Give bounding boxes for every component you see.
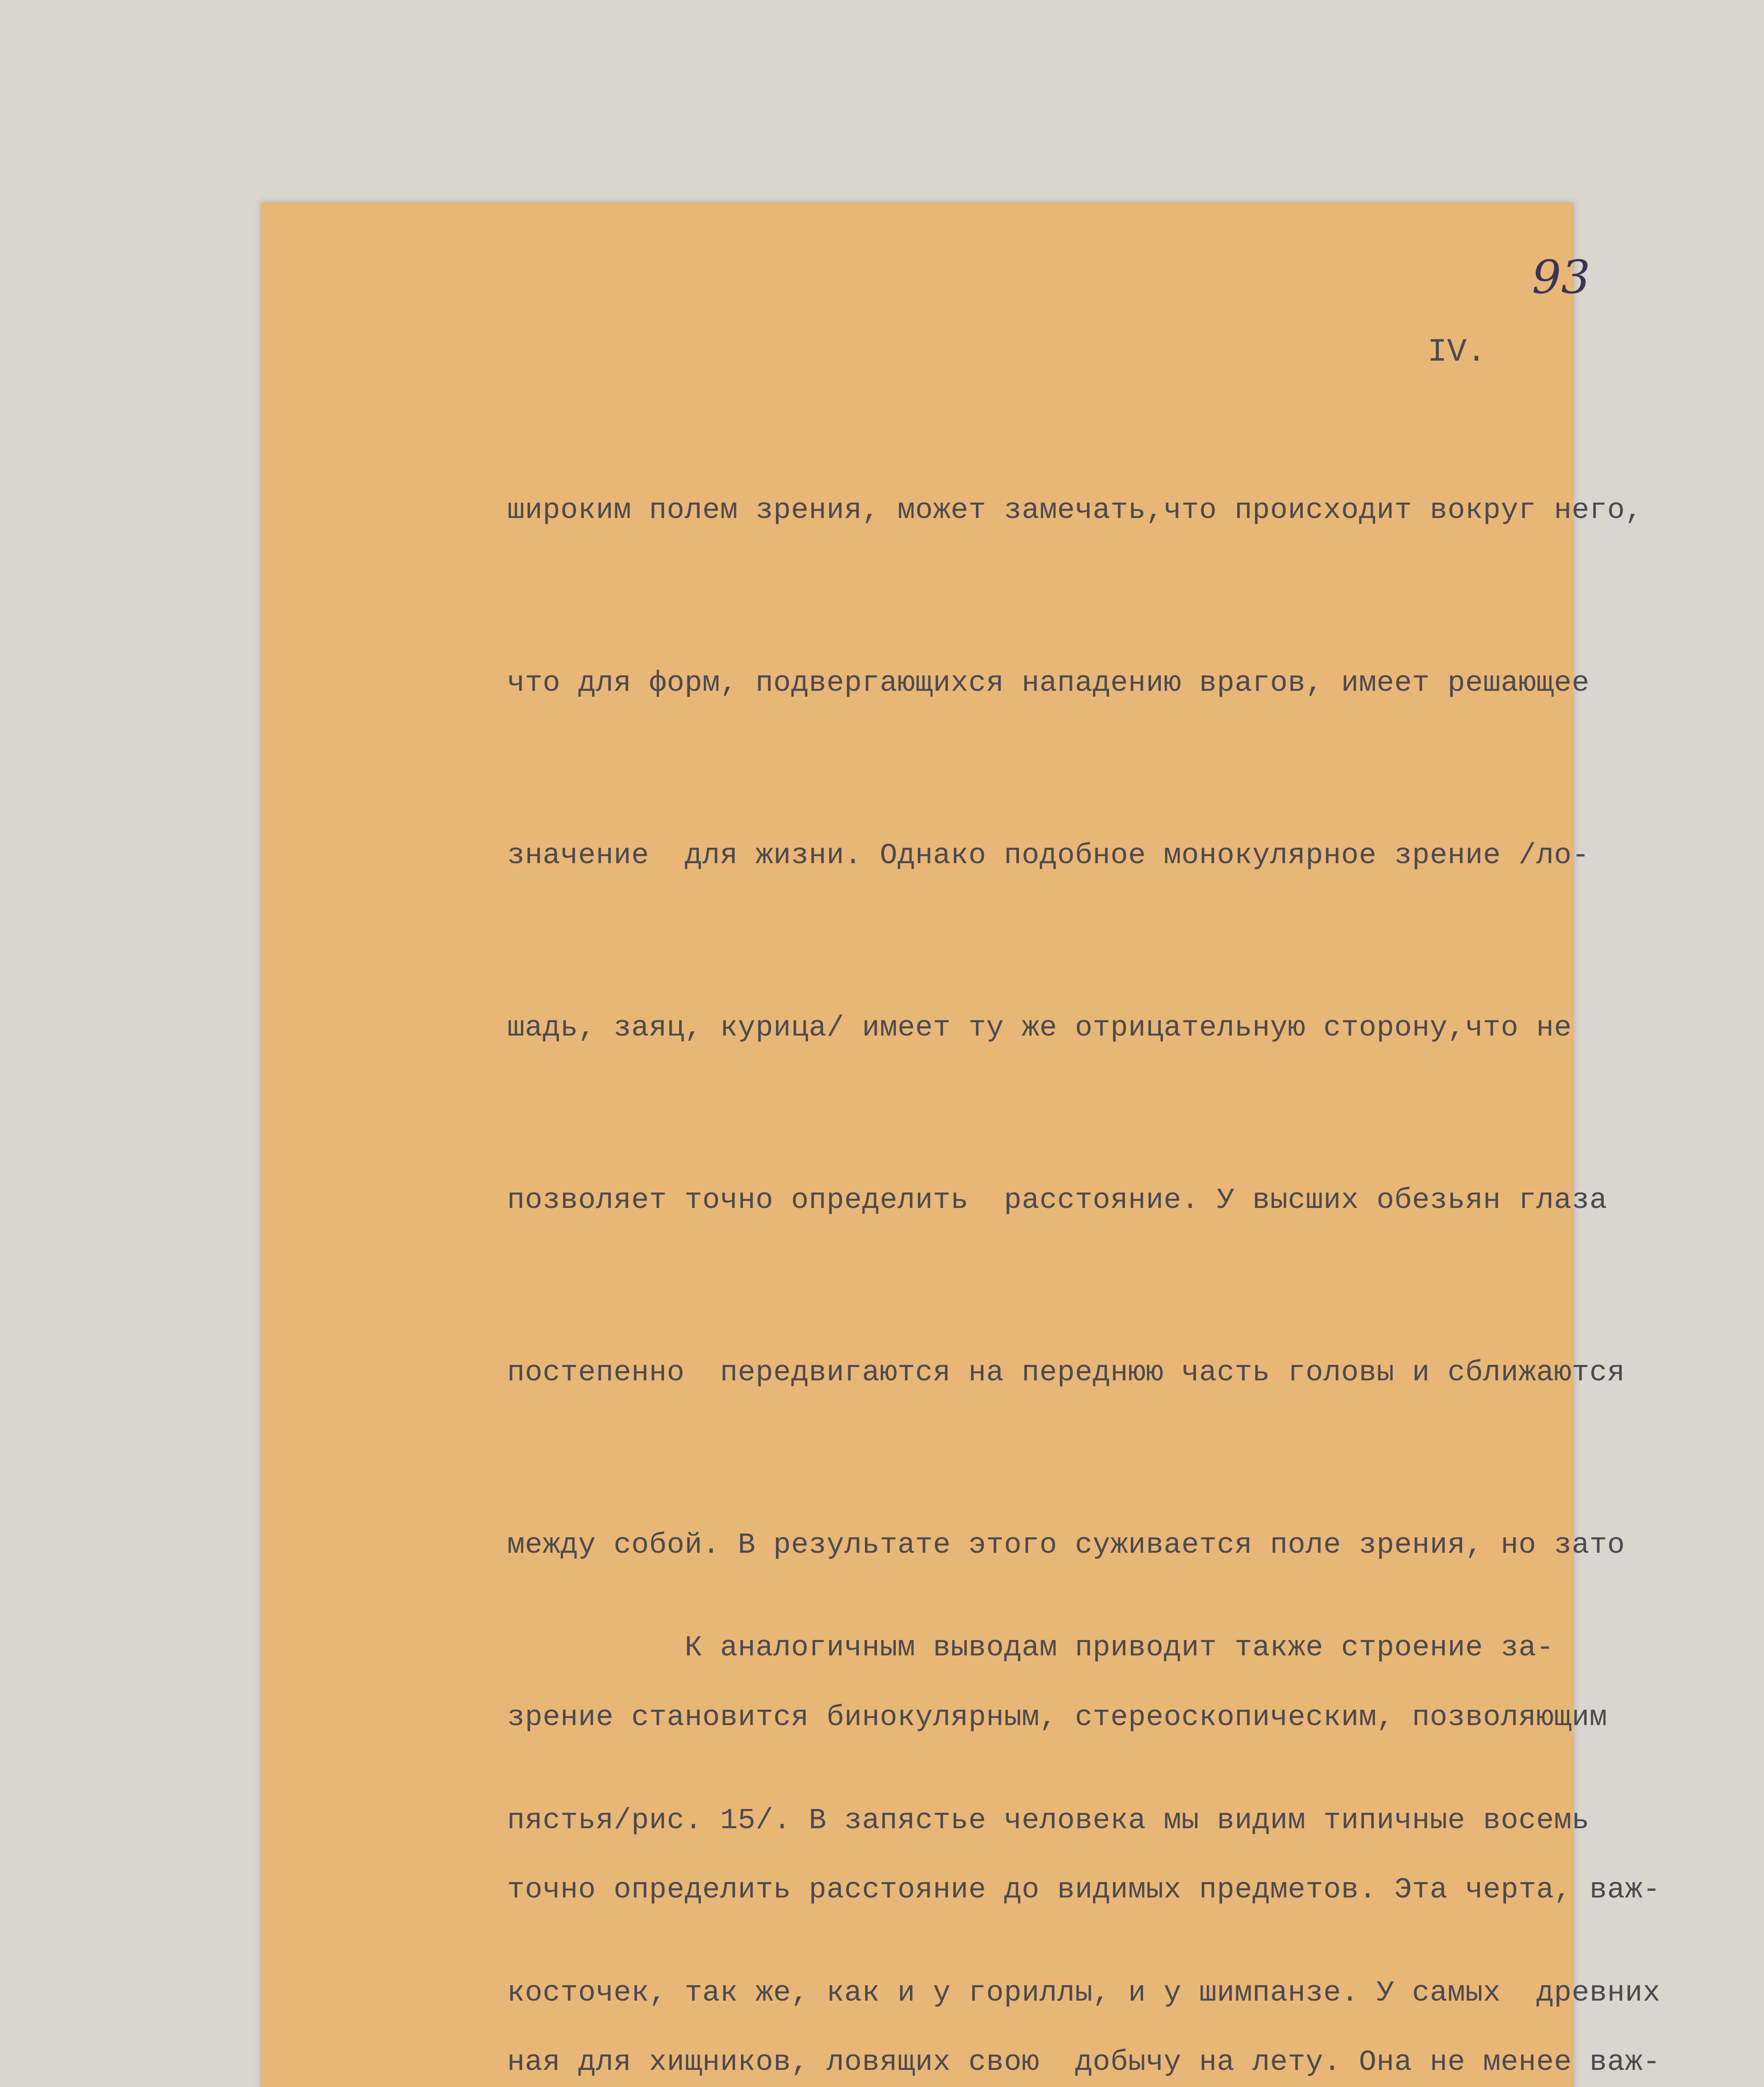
document-page (261, 202, 1660, 2087)
text-line: ная для хищников, ловящих свою добычу на лету. Она не менее важ- (507, 2046, 1660, 2079)
text-line: значение для жизни. Однако подобное монокулярное зрение /ло- (507, 839, 1590, 872)
text-line: пястья/рис. 15/. В запястье человека мы видим типичные восемь (507, 1804, 1590, 1837)
text-line: косточек, так же, как и у гориллы, и у шимпанзе. У самых древних (507, 1976, 1660, 2010)
typed-page-number: IV. (1428, 334, 1486, 371)
text-line: К аналогичным выводам приводит также строение за- (507, 1632, 1554, 1665)
text-line: позволяет точно определить расстояние. У высших обезьян глаза (507, 1184, 1607, 1217)
text-line: зрение становится бинокулярным, стереоскопическим, позволяющим (507, 1701, 1607, 1735)
text-line: точно определить расстояние до видимых предметов. Эта черта, важ- (507, 1874, 1660, 1907)
paragraph (507, 1505, 1660, 2087)
text-line: шадь, заяц, курица/ имеет ту же отрицательную сторону,что не (507, 1011, 1572, 1045)
archive-page-number: 93 (1532, 250, 1590, 304)
text-line: постепенно передвигаются на переднюю часть головы и сближаются (507, 1356, 1625, 1390)
text-line: между собой. В результате этого суживается поле зрения, но зато (507, 1529, 1625, 1562)
text-line: широким полем зрения, может замечать,что происходит вокруг него, (507, 494, 1643, 528)
text-line: что для форм, подвергающихся нападению врагов, имеет решающее (507, 667, 1590, 700)
